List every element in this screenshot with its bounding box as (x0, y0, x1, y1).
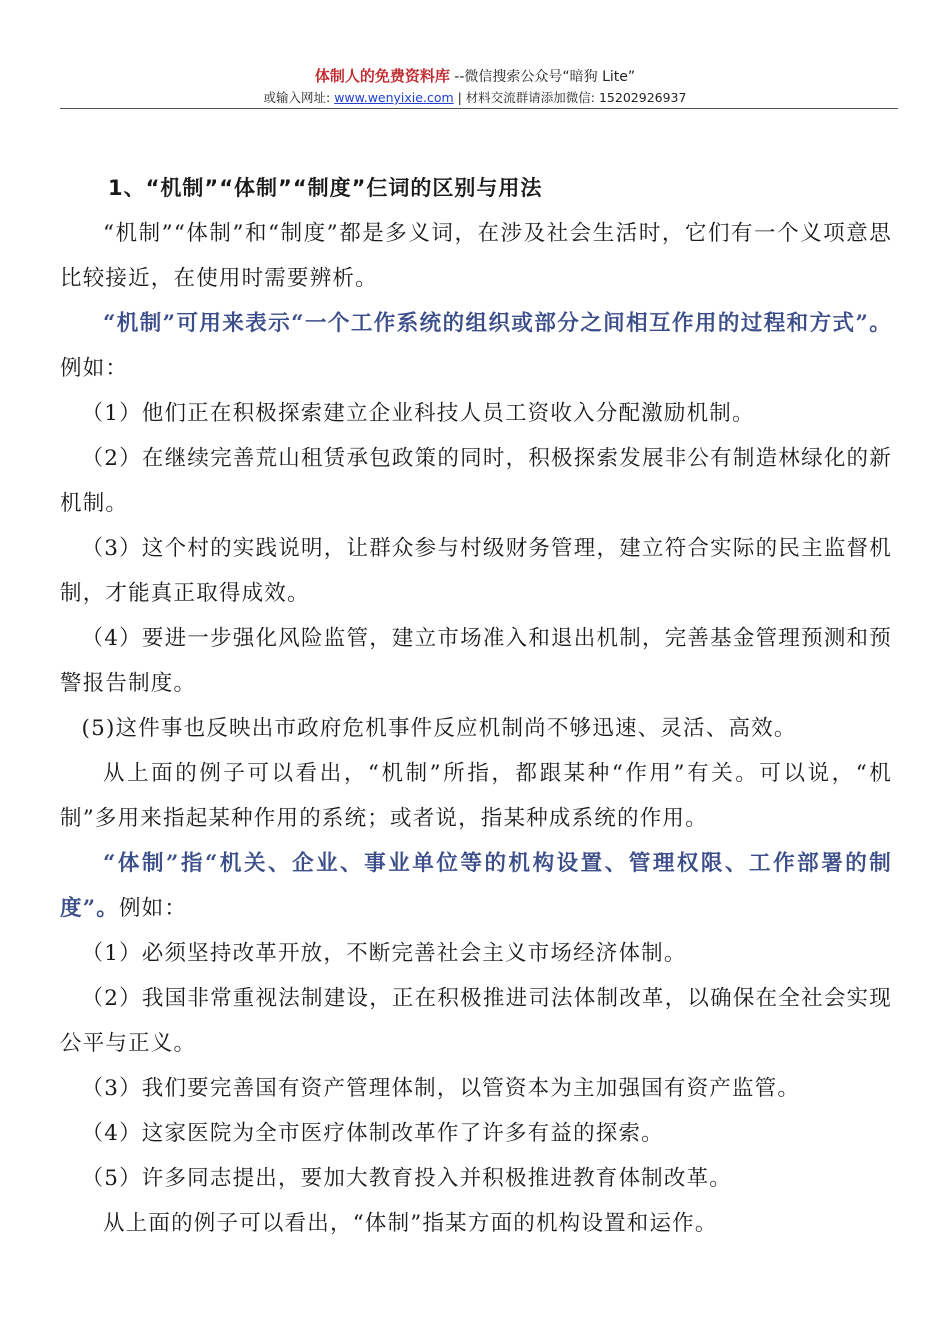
section-title: 1、“机制”“体制”“制度”仨词的区别与用法 (108, 176, 543, 200)
jizhi-example-2: （2）在继续完善荒山租赁承包政策的同时，积极探索发展非公有制造林绿化的新机制。 (60, 446, 892, 516)
contact-info: | 材料交流群请添加微信: 15202926937 (453, 90, 687, 105)
intro-paragraph: “机制”“体制”和“制度”都是多义词，在涉及社会生活时，它们有一个义项意思比较接近，在使用时需要辨析。 (60, 221, 892, 291)
tizhi-example-4: （4）这家医院为全市医疗体制改革作了许多有益的探索。 (81, 1121, 664, 1146)
header-line-2 (0, 89, 950, 107)
document-body (60, 166, 892, 1246)
tizhi-example-1: （1）必须坚持改革开放，不断完善社会主义市场经济体制。 (81, 941, 687, 966)
url-prefix: 或输入网址: (263, 90, 335, 105)
header-divider (60, 108, 898, 109)
jizhi-example-lead: 例如： (60, 356, 129, 381)
wechat-hint: --微信搜索公众号“暗狗 Lite” (449, 69, 636, 85)
jizhi-definition (60, 301, 892, 391)
jizhi-example-1: （1）他们正在积极探索建立企业科技人员工资收入分配激励机制。 (81, 401, 755, 426)
website-link[interactable]: www.wenyixie.com (334, 90, 454, 105)
tizhi-example-2: （2）我国非常重视法制建设，正在积极推进司法体制改革，以确保在全社会实现公平与正义。 (60, 986, 892, 1056)
jizhi-example-4: （4）要进一步强化风险监管，建立市场准入和退出机制，完善基金管理预测和预警报告制度。 (60, 626, 892, 696)
jizhi-example-3: （3）这个村的实践说明，让群众参与村级财务管理，建立符合实际的民主监督机制，才能真正取得成效。 (60, 536, 892, 606)
page-header (0, 66, 950, 107)
tizhi-example-3: （3）我们要完善国有资产管理体制，以管资本为主加强国有资产监管。 (81, 1076, 801, 1101)
header-line-1 (0, 66, 950, 87)
tizhi-definition-text: “体制”指“机关、企业、事业单位等的机构设置、管理权限、工作部署的制度”。 (60, 851, 892, 921)
tizhi-definition (60, 841, 892, 931)
jizhi-summary: 从上面的例子可以看出，“机制”所指，都跟某种“作用”有关。可以说，“机制”多用来指起某种作用的系统；或者说，指某种成系统的作用。 (60, 761, 892, 831)
jizhi-example-5: (5)这件事也反映出市政府危机事件反应机制尚不够迅速、灵活、高效。 (81, 716, 797, 741)
jizhi-definition-text: “机制”可用来表示“一个工作系统的组织或部分之间相互作用的过程和方式”。 (103, 311, 892, 336)
brand-name: 体制人的免费资料库 (314, 67, 450, 85)
tizhi-example-lead: 例如： (118, 896, 188, 921)
tizhi-example-5: （5）许多同志提出，要加大教育投入并积极推进教育体制改革。 (81, 1166, 732, 1191)
tizhi-summary: 从上面的例子可以看出，“体制”指某方面的机构设置和运作。 (103, 1211, 718, 1236)
